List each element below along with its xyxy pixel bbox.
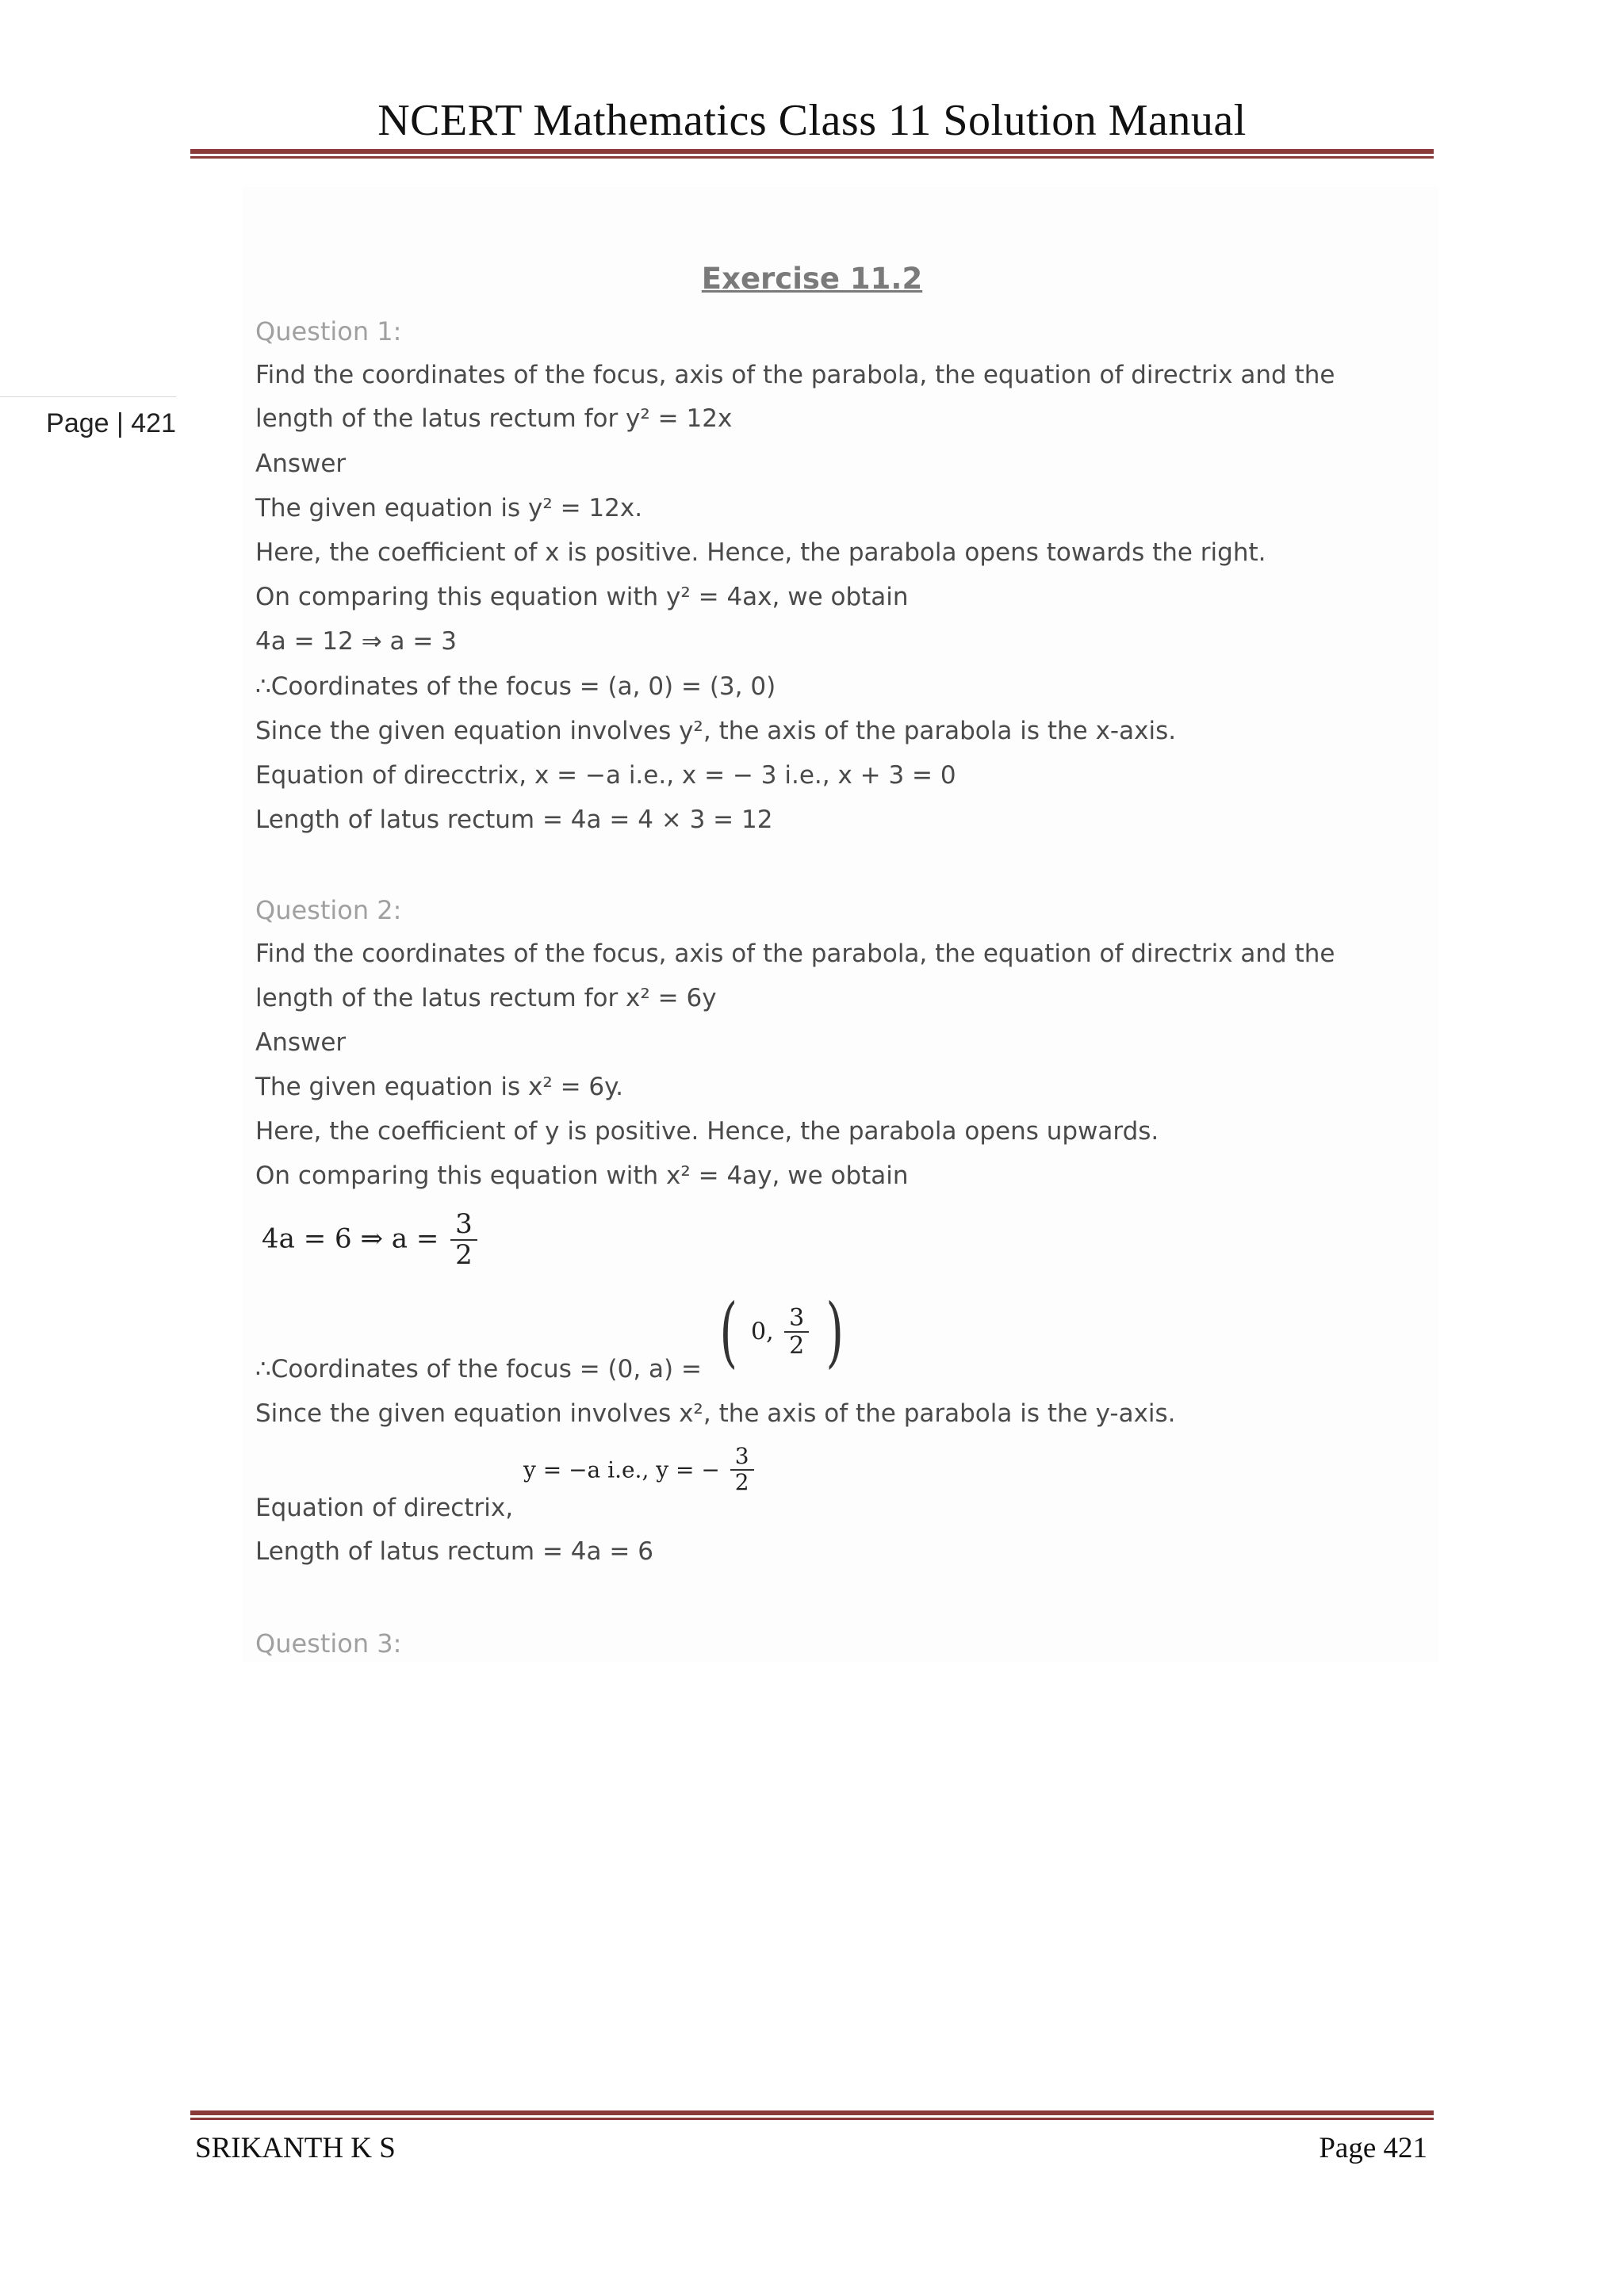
answer-1-line-2: Here, the coefficient of x is positive. Hence, the parabola opens towards the right.	[255, 538, 1266, 567]
question-1-heading: Question 1:	[255, 316, 402, 346]
directrix-fraction-numerator: 3	[730, 1445, 754, 1471]
answer-1-line-7: Equation of direcctrix, x = −a i.e., x = − 3 i.e., x + 3 = 0	[255, 761, 956, 790]
fraction-numerator: 3	[450, 1210, 477, 1241]
directrix-equation: y = −a i.e., y = −	[523, 1456, 720, 1483]
answer-2-line-7: Equation of directrix,	[255, 1494, 514, 1522]
directrix-fraction-denominator: 2	[734, 1468, 749, 1495]
left-paren-icon: (	[719, 1288, 737, 1376]
answer-1-line-4: 4a = 12 ⇒ a = 3	[255, 627, 457, 656]
answer-2-line-8: Length of latus rectum = 4a = 6	[255, 1537, 653, 1566]
answer-2-line-2: Here, the coefficient of y is positive. Hence, the parabola opens upwards.	[255, 1117, 1159, 1146]
equation-4a-equals-6	[262, 1210, 481, 1271]
footer-rule	[190, 2110, 1434, 2120]
answer-1-line-6: Since the given equation involves y², the axis of the parabola is the x-axis.	[255, 717, 1177, 745]
question-3-heading: Question 3:	[255, 1628, 402, 1659]
question-2-text-line-2: length of the latus rectum for x² = 6y	[255, 984, 717, 1012]
answer-1-line-3: On comparing this equation with y² = 4ax, we obtain	[255, 583, 909, 611]
answer-1-label: Answer	[255, 450, 347, 478]
footer-author: SRIKANTH K S	[195, 2132, 396, 2164]
directrix-fraction	[730, 1445, 754, 1495]
focus-fraction-numerator: 3	[784, 1305, 809, 1333]
question-2-text-line-1: Find the coordinates of the focus, axis of the parabola, the equation of directrix and the	[255, 939, 1335, 968]
footer-page-number: Page 421	[1319, 2132, 1427, 2164]
focus-fraction	[784, 1305, 809, 1359]
answer-2-line-1: The given equation is x² = 6y.	[255, 1073, 623, 1101]
fraction-denominator: 2	[455, 1239, 473, 1272]
focus-x-value: 0,	[751, 1318, 774, 1346]
right-paren-icon: )	[825, 1288, 844, 1376]
question-1-text-line-1: Find the coordinates of the focus, axis of the parabola, the equation of directrix and the	[255, 361, 1335, 389]
directrix-expression	[523, 1445, 757, 1495]
equation-4a-left: 4a = 6 ⇒ a =	[262, 1223, 439, 1255]
focus-fraction-denominator: 2	[789, 1332, 805, 1360]
answer-1-line-1: The given equation is y² = 12x.	[255, 494, 643, 522]
answer-2-line-6: Since the given equation involves x², the axis of the parabola is the y-axis.	[255, 1399, 1176, 1428]
exercise-title: Exercise 11.2	[701, 262, 923, 296]
header-rule	[190, 149, 1434, 159]
answer-1-line-5: ∴Coordinates of the focus = (a, 0) = (3, 0)	[255, 672, 776, 701]
answer-2-line-3: On comparing this equation with x² = 4ay, we obtain	[255, 1161, 909, 1190]
answer-1-line-8: Length of latus rectum = 4a = 4 × 3 = 12	[255, 806, 773, 834]
fraction-three-halves	[450, 1210, 477, 1271]
answer-2-line-5: ∴Coordinates of the focus = (0, a) =	[255, 1355, 702, 1383]
question-1-text-line-2: length of the latus rectum for y² = 12x	[255, 404, 733, 433]
side-page-label: Page | 421	[46, 408, 176, 438]
side-page-number	[0, 396, 176, 445]
page-header-title: NCERT Mathematics Class 11 Solution Manual	[377, 96, 1247, 145]
question-2-heading: Question 2:	[255, 895, 402, 925]
focus-coordinates-expression	[714, 1288, 849, 1376]
answer-2-label: Answer	[255, 1028, 347, 1057]
